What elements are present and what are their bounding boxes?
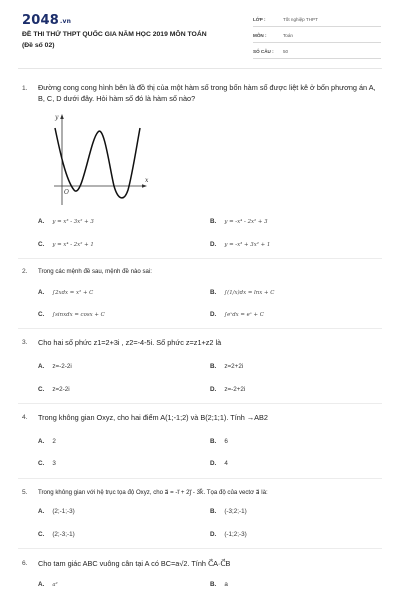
option-value: z=-2-2i xyxy=(52,363,72,370)
question-number: 4. xyxy=(22,414,28,421)
question-divider xyxy=(18,478,382,479)
option-label: B. xyxy=(210,581,217,588)
meta-row-class xyxy=(253,14,381,27)
logo-text: 2048 xyxy=(22,13,59,28)
function-curve xyxy=(55,128,140,198)
question-text: Trong không gian với hệ trục tọa độ Oxyz, cho a⃗ = -i⃗ + 2j⃗ - 3k⃗. Tọa độ của vectơ a⃗ là: xyxy=(38,489,268,496)
option-d[interactable] xyxy=(210,241,270,248)
option-value: z=2-2i xyxy=(52,386,70,393)
option-label: D. xyxy=(210,460,217,467)
question-number: 5. xyxy=(22,489,28,496)
option-label: A. xyxy=(38,218,45,225)
origin-label: O xyxy=(64,189,69,196)
option-value: y = -x³ + 3x² + 1 xyxy=(224,242,271,248)
exam-title: ĐỀ THI THỬ THPT QUỐC GIA NĂM HỌC 2019 MÔN TOÁN xyxy=(22,31,207,38)
option-value: (2;-3;-1) xyxy=(52,531,75,538)
meta-key: SỐ CÂU : xyxy=(253,49,274,54)
question-divider xyxy=(18,328,382,329)
meta-key: MÔN : xyxy=(253,33,267,38)
option-label: A. xyxy=(38,289,45,296)
option-value: z=2+2i xyxy=(224,363,244,370)
option-label: B. xyxy=(210,289,217,296)
x-axis-label: x xyxy=(145,177,149,184)
function-graph xyxy=(52,110,152,208)
option-label: A. xyxy=(38,508,45,515)
question-text: Cho hai số phức z1=2+3i , z2=-4-5i. Số phức z=z1+z2 là xyxy=(38,338,222,347)
option-label: D. xyxy=(210,311,217,318)
site-logo[interactable] xyxy=(22,13,71,28)
option-label: B. xyxy=(210,363,217,370)
option-label: C. xyxy=(38,241,45,248)
option-label: D. xyxy=(210,386,217,393)
option-a[interactable] xyxy=(38,289,93,296)
option-value: (-3;2;-1) xyxy=(224,508,247,515)
option-value: y = -x⁴ - 2x² + 3 xyxy=(224,219,268,225)
option-value: z=-2+2i xyxy=(224,386,246,393)
question-number: 6. xyxy=(22,560,28,567)
option-label: B. xyxy=(210,218,217,225)
meta-value: 50 xyxy=(283,49,289,54)
option-label: A. xyxy=(38,363,45,370)
option-b[interactable] xyxy=(210,363,243,370)
question-text: Cho tam giác ABC vuông cân tại A có BC=a√2. Tính C⃗A·C⃗B xyxy=(38,559,231,568)
option-b[interactable] xyxy=(210,438,228,445)
option-a[interactable] xyxy=(38,363,72,370)
option-value: 4 xyxy=(224,460,228,467)
option-value: ∫(1/x)dx = lnx + C xyxy=(224,290,275,296)
option-c[interactable] xyxy=(38,460,56,467)
option-b[interactable] xyxy=(210,581,228,588)
y-axis-label: y xyxy=(55,114,59,121)
question-number: 2. xyxy=(22,268,28,275)
option-label: A. xyxy=(38,581,45,588)
question-divider xyxy=(18,548,382,549)
meta-row-count xyxy=(253,46,381,59)
option-a[interactable] xyxy=(38,581,58,588)
option-value: 2 xyxy=(52,438,56,445)
logo-suffix: .vn xyxy=(59,18,72,25)
meta-key: LỚP : xyxy=(253,17,266,22)
question-divider xyxy=(18,403,382,404)
option-value: (2;-1;-3) xyxy=(52,508,75,515)
option-label: C. xyxy=(38,311,45,318)
option-d[interactable] xyxy=(210,311,264,318)
y-axis-arrow xyxy=(60,114,64,119)
option-value: ∫sinxdx = cosx + C xyxy=(52,312,105,318)
option-value: 3 xyxy=(52,460,56,467)
option-a[interactable] xyxy=(38,218,94,225)
meta-value: Tốt nghiệp THPT xyxy=(283,17,318,22)
option-value: ∫eˣdx = eˣ + C xyxy=(224,312,264,318)
question-text: Trong không gian Oxyz, cho hai điểm A(1;-1;2) và B(2;1;1). Tính →AB2 xyxy=(38,413,268,422)
option-value: a² xyxy=(52,582,58,588)
option-d[interactable] xyxy=(210,386,245,393)
option-value: (-1;2;-3) xyxy=(224,531,247,538)
option-value: y = x⁴ - 2x² + 1 xyxy=(52,242,94,248)
x-axis-arrow xyxy=(142,184,147,188)
exam-header xyxy=(0,0,400,70)
option-b[interactable] xyxy=(210,218,268,225)
option-label: A. xyxy=(38,438,45,445)
option-a[interactable] xyxy=(38,438,56,445)
option-a[interactable] xyxy=(38,508,75,515)
option-label: B. xyxy=(210,508,217,515)
option-b[interactable] xyxy=(210,508,247,515)
option-c[interactable] xyxy=(38,531,75,538)
option-value: 6 xyxy=(224,438,228,445)
question-number: 3. xyxy=(22,339,28,346)
option-c[interactable] xyxy=(38,311,105,318)
exam-subtitle: (Đề số 02) xyxy=(22,42,55,49)
header-divider xyxy=(18,68,382,69)
option-label: D. xyxy=(210,531,217,538)
question-divider xyxy=(18,258,382,259)
meta-value: Toán xyxy=(283,33,293,38)
option-c[interactable] xyxy=(38,241,94,248)
question-number: 1. xyxy=(22,85,28,92)
option-value: a xyxy=(224,581,228,588)
meta-row-subject xyxy=(253,30,381,43)
option-label: C. xyxy=(38,386,45,393)
option-b[interactable] xyxy=(210,289,274,296)
option-d[interactable] xyxy=(210,531,247,538)
question-text: Đường cong cong hình bên là đồ thị của một hàm số trong bốn hàm số được liệt kê ở bốn phương án A, B, C, D dưới đây. Hỏi hàm số đó là hàm số nào? xyxy=(38,83,376,103)
option-value: y = x³ - 3x² + 3 xyxy=(52,219,94,225)
exam-meta xyxy=(253,14,381,62)
option-c[interactable] xyxy=(38,386,70,393)
question-text: Trong các mệnh đề sau, mệnh đề nào sai: xyxy=(38,268,152,275)
option-label: B. xyxy=(210,438,217,445)
option-value: ∫2xdx = x² + C xyxy=(52,290,94,296)
option-label: D. xyxy=(210,241,217,248)
option-d[interactable] xyxy=(210,460,228,467)
option-label: C. xyxy=(38,460,45,467)
option-label: C. xyxy=(38,531,45,538)
